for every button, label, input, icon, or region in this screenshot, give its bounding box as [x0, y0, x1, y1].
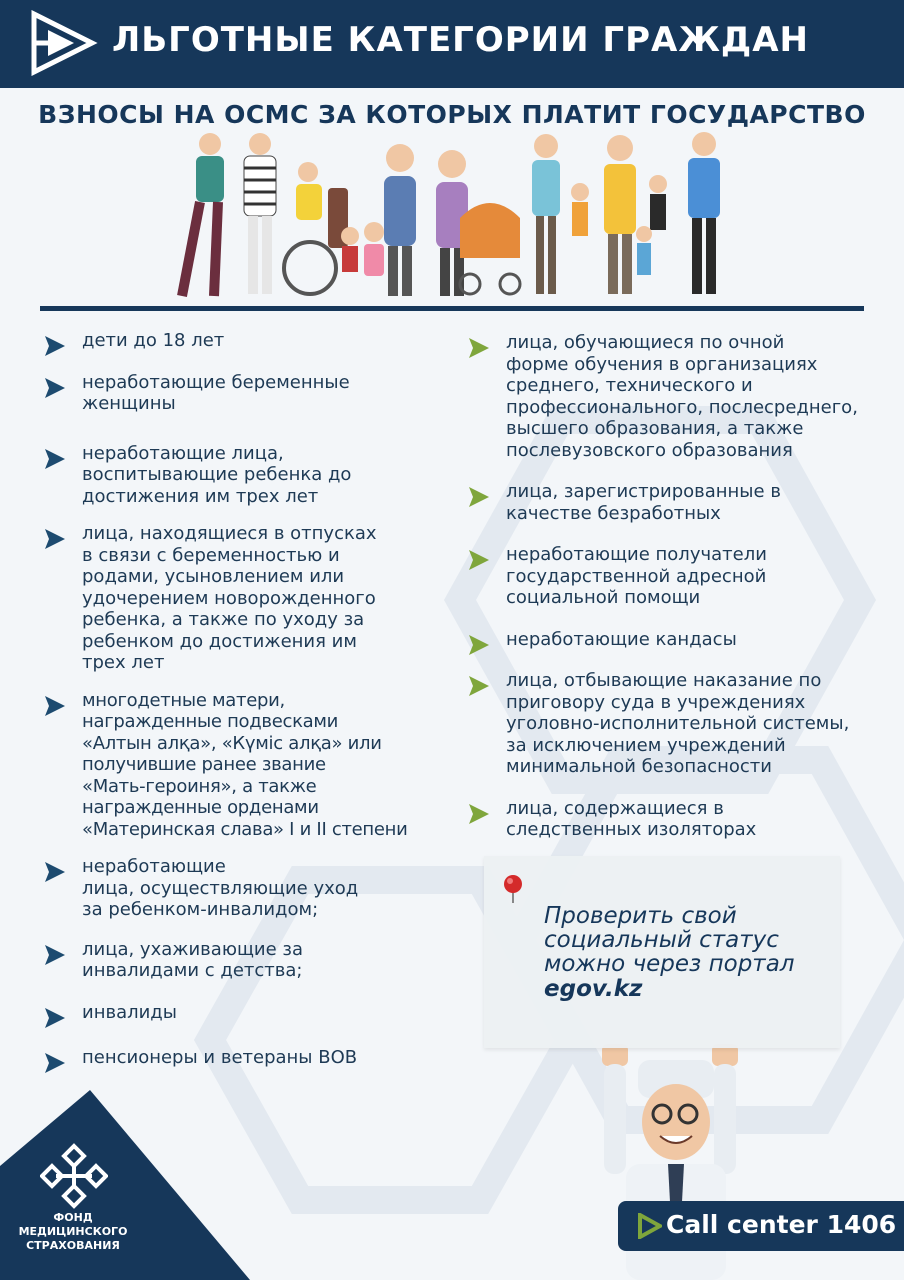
- list-item: [40, 523, 452, 674]
- mothers-figure: [532, 134, 667, 294]
- list-item: [464, 670, 884, 778]
- list-item-text: неработающие получатели государственной адресной социальной помощи: [506, 544, 767, 608]
- call-center-badge[interactable]: [618, 1201, 904, 1251]
- bullet-arrow-icon: [43, 447, 67, 471]
- bullet-arrow-icon: [467, 548, 491, 572]
- stroller-figure: [460, 203, 520, 294]
- bullet-arrow-icon: [43, 527, 67, 551]
- fund-name: ФОНД МЕДИЦИНСКОГО СТРАХОВАНИЯ: [18, 1211, 128, 1252]
- list-item: [464, 544, 884, 609]
- grandparents-figure: [384, 144, 468, 296]
- play-arrow-icon: [638, 1213, 662, 1239]
- list-item-text: многодетные матери, награжденные подвесками «Алтын алқа», «Күміс алқа» или получившие ранее звание «Мать-героиня», а также награжденные орденами «Материнская слава» I и II степени: [82, 689, 408, 840]
- note-text: Проверить свой социальный статус можно через портал: [544, 903, 795, 977]
- list-item: [40, 1002, 452, 1024]
- list-item: [40, 372, 452, 415]
- list-item: [40, 939, 452, 982]
- list-item: [40, 1047, 452, 1069]
- list-item-text: инвалиды: [82, 1001, 177, 1023]
- list-item-text: неработающие кандасы: [506, 628, 737, 650]
- bullet-arrow-icon: [467, 336, 491, 360]
- student-figure: [688, 132, 720, 294]
- bullet-arrow-icon: [467, 674, 491, 698]
- man-figure: [182, 133, 224, 296]
- list-item: [464, 629, 884, 651]
- right-category-list: [464, 332, 884, 841]
- play-logo-icon: [28, 10, 98, 76]
- list-item: [40, 443, 452, 508]
- fund-logo-icon: [40, 1142, 108, 1210]
- list-item-text: лица, обучающиеся по очной форме обучения в организациях среднего, технического и профессионального, послесреднего, высшего образования, а также послевузовского образования: [506, 332, 858, 461]
- bullet-arrow-icon: [43, 1006, 67, 1030]
- list-item-text: дети до 18 лет: [82, 330, 225, 351]
- section-divider: [40, 306, 864, 311]
- list-item-text: лица, зарегистрированные в качестве безработных: [506, 481, 781, 524]
- page-title: ЛЬГОТНЫЕ КАТЕГОРИИ ГРАЖДАН: [112, 20, 809, 60]
- left-category-list: [40, 330, 452, 1069]
- bullet-arrow-icon: [43, 860, 67, 884]
- bullet-arrow-icon: [467, 802, 491, 826]
- list-item: [40, 330, 452, 352]
- list-item-text: лица, отбывающие наказание по приговору суда в учреждениях уголовно-исполнительной системы, за исключением учреждений минимальной безопасности: [506, 670, 850, 777]
- list-item-text: пенсионеры и ветераны ВОВ: [82, 1047, 358, 1068]
- bullet-arrow-icon: [43, 334, 67, 358]
- call-center-text: Call center 1406: [666, 1210, 897, 1239]
- bullet-arrow-icon: [43, 1051, 67, 1075]
- prisoner-figure: [244, 133, 276, 294]
- egov-link[interactable]: egov.kz: [544, 976, 643, 1002]
- children-figure: [341, 222, 384, 276]
- list-item: [464, 332, 884, 461]
- list-item-text: неработающие лица, осуществляющие уход за ребенком-инвалидом;: [82, 856, 359, 920]
- bullet-arrow-icon: [43, 694, 67, 718]
- bullet-arrow-icon: [43, 376, 67, 400]
- list-item: [40, 856, 452, 921]
- header-bar: [0, 0, 904, 88]
- beneficiaries-illustration: [160, 128, 740, 304]
- list-item: [464, 798, 884, 841]
- list-item-text: лица, ухаживающие за инвалидами с детства;: [82, 938, 304, 981]
- egov-note-card: [484, 856, 840, 1048]
- list-item: [464, 481, 884, 524]
- list-item: [40, 690, 452, 841]
- bullet-arrow-icon: [467, 485, 491, 509]
- bullet-arrow-icon: [467, 633, 491, 657]
- list-item-text: лица, находящиеся в отпусках в связи с беременностью и родами, усыновлением или удочерением новорожденного ребенка, а также по уходу за ребенком до достижения им трех лет: [82, 523, 377, 673]
- page-subtitle: ВЗНОСЫ НА ОСМС ЗА КОТОРЫХ ПЛАТИТ ГОСУДАРСТВО: [38, 100, 866, 129]
- list-item-text: неработающие лица, воспитывающие ребенка до достижения им трех лет: [82, 442, 352, 507]
- list-item-text: лица, содержащиеся в следственных изоляторах: [506, 797, 757, 840]
- list-item-text: неработающие беременные женщины: [82, 371, 350, 414]
- wheelchair-figure: [284, 162, 348, 294]
- bullet-arrow-icon: [43, 943, 67, 967]
- push-pin-icon: [502, 874, 524, 904]
